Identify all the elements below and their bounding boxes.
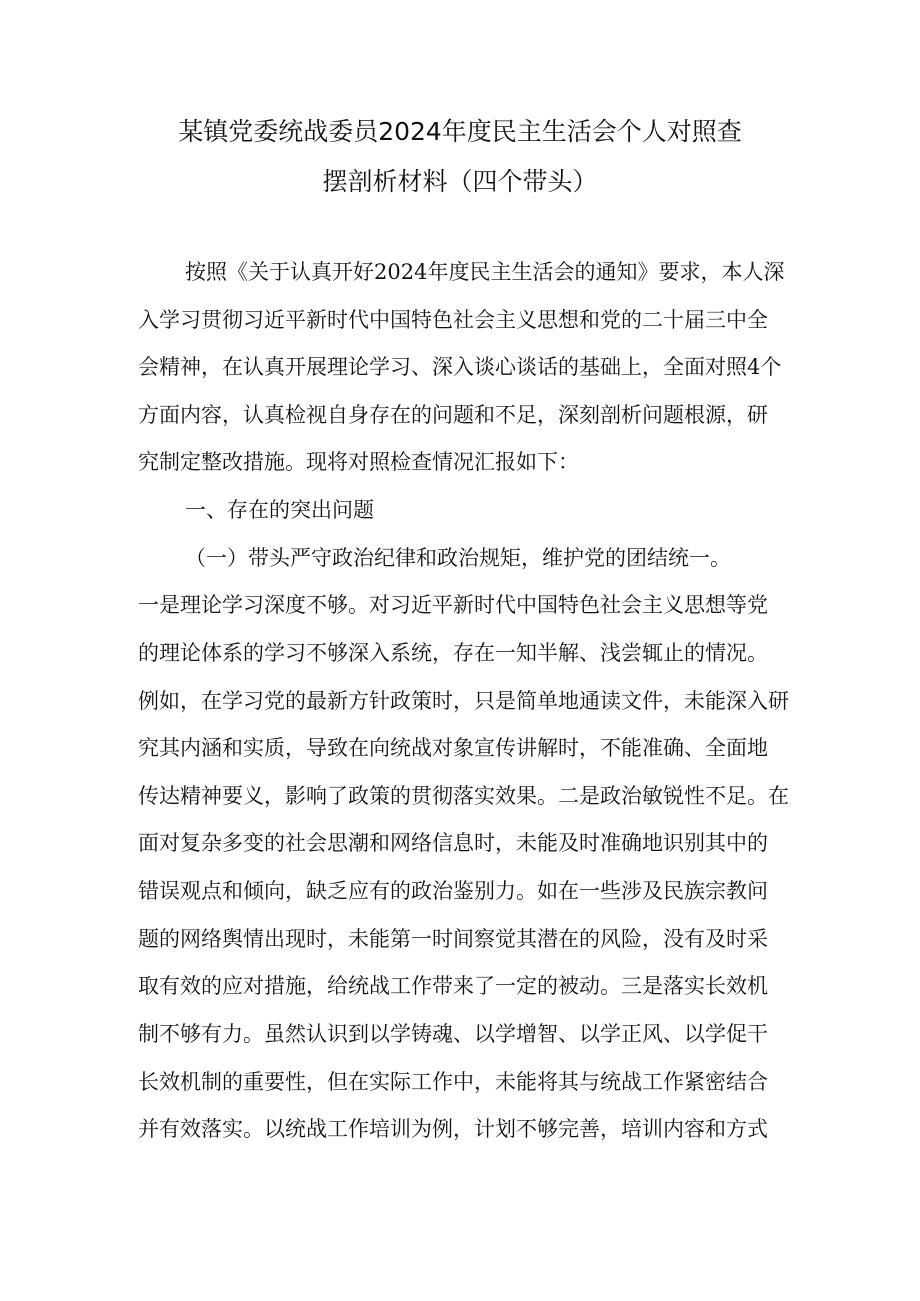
- body-line-10: 例如，在学习党的最新方针政策时，只是简单地通读文件，未能深入研: [138, 689, 789, 713]
- body-line-1: 按照《关于认真开好2024年度民主生活会的通知》要求，本人深: [185, 260, 785, 284]
- document-title-line-2: 摆剖析材料（四个带头）: [322, 167, 598, 196]
- body-line-2: 入学习贯彻习近平新时代中国特色社会主义思想和党的二十届三中全: [138, 308, 768, 332]
- section-heading: 一、存在的突出问题: [185, 498, 374, 522]
- body-line-3: 会精神，在认真开展理论学习、深入谈心谈话的基础上，全面对照4个: [138, 355, 782, 379]
- body-line-8: 一是理论学习深度不够。对习近平新时代中国特色社会主义思想等党: [138, 593, 768, 617]
- body-line-15: 题的网络舆情出现时，未能第一时间察觉其潜在的风险，没有及时采: [138, 927, 768, 951]
- body-line-13: 面对复杂多变的社会思潮和网络信息时，未能及时准确地识别其中的: [138, 831, 768, 855]
- body-line-5: 究制定整改措施。现将对照检查情况汇报如下：: [138, 450, 579, 474]
- body-line-16: 取有效的应对措施，给统战工作带来了一定的被动。三是落实长效机: [138, 974, 768, 998]
- body-line-19: 并有效落实。以统战工作培训为例，计划不够完善，培训内容和方式: [138, 1117, 768, 1141]
- body-line-14: 错误观点和倾向，缺乏应有的政治鉴别力。如在一些涉及民族宗教问: [138, 879, 768, 903]
- document-title-line-1: 某镇党委统战委员2024年度民主生活会个人对照查: [178, 117, 742, 146]
- body-line-11: 究其内涵和实质，导致在向统战对象宣传讲解时，不能准确、全面地: [138, 736, 768, 760]
- body-line-18: 长效机制的重要性，但在实际工作中，未能将其与统战工作紧密结合: [138, 1070, 768, 1094]
- body-line-12: 传达精神要义，影响了政策的贯彻落实效果。二是政治敏锐性不足。在: [138, 784, 789, 808]
- body-line-9: 的理论体系的学习不够深入系统，存在一知半解、浅尝辄止的情况。: [138, 641, 768, 665]
- subsection-heading: （一）带头严守政治纪律和政治规矩，维护党的团结统一。: [185, 546, 731, 570]
- body-line-4: 方面内容，认真检视自身存在的问题和不足，深刻剖析问题根源，研: [138, 403, 768, 427]
- body-line-17: 制不够有力。虽然认识到以学铸魂、以学增智、以学正风、以学促干: [138, 1022, 768, 1046]
